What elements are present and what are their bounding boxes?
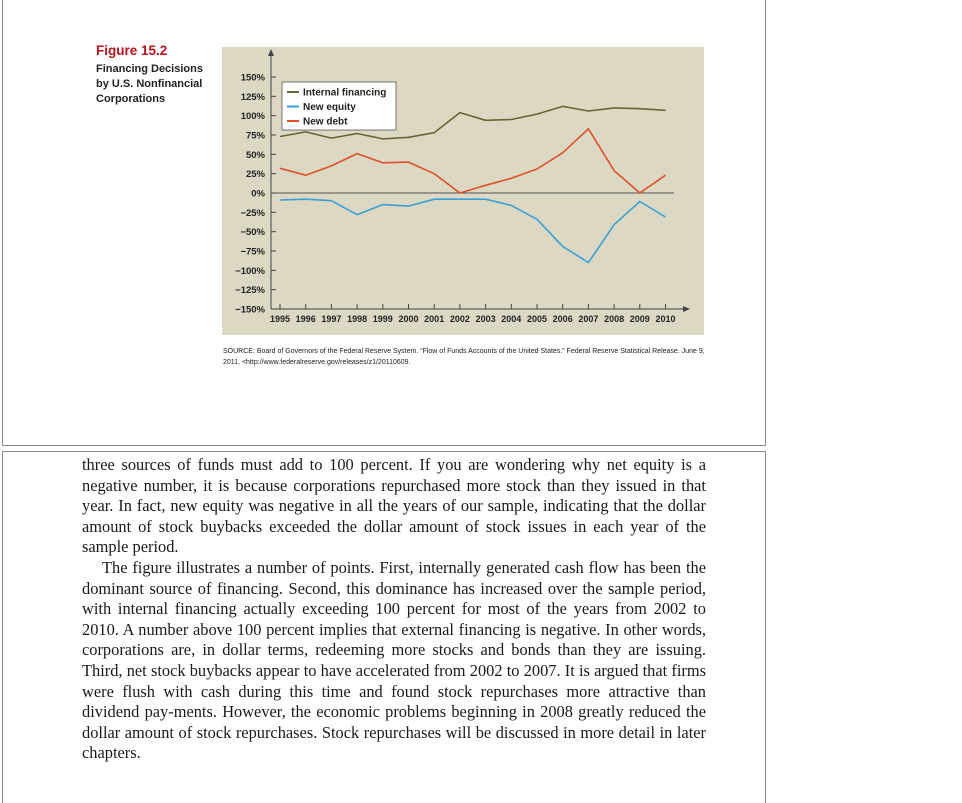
paragraph-2: The figure illustrates a number of points. First, internally generated cash flow has been the dominant source of financing. Second, this dominance has increased over the sample period, with internal financing actually exceeding 100 percent for most of the years from 2002 to 2010. A number above 100 percent implies that external financing is negative. In other words, corporations are, in dollar terms, redeeming more stocks and bonds than they are issuing. Third, net stock buybacks appear to have accelerated from 2002 to 2007. It is argued that firms were flush with cash during this time and found stock repurchases more attractive than dividend pay-ments. However, the economic problems beginning in 2008 greatly reduced the dollar amount of stock repurchases. Stock repurchases will be discussed in more detail in later chapters.: [82, 557, 706, 763]
x-tick-label: 2007: [578, 314, 599, 324]
x-tick-label: 2006: [552, 314, 573, 324]
figure-source: SOURCE: Board of Governors of the Federal Reserve System. “Flow of Funds Accounts of the United States.” Federal Reserve Statistical Release. June 9, 2011, <http://www.federalreserve.gov/releases/z1/20110609.: [223, 348, 705, 366]
x-tick-label: 1995: [269, 314, 291, 324]
x-tick-label: 2005: [526, 314, 548, 324]
y-tick-label: −125%: [235, 285, 265, 297]
y-tick-label: 125%: [240, 91, 265, 103]
y-tick-label: 25%: [245, 169, 265, 181]
y-tick-label: 100%: [240, 111, 265, 123]
y-tick-label: 50%: [245, 149, 265, 161]
legend-label: New equity: [303, 102, 356, 113]
y-axis-arrow: [268, 49, 274, 56]
chart-panel: [222, 47, 704, 335]
x-tick-label: 1997: [321, 314, 342, 324]
x-tick-label: 2003: [475, 314, 496, 324]
y-tick-label: −50%: [240, 227, 265, 239]
legend-label: Internal financing: [303, 87, 387, 99]
x-tick-label: 2010: [655, 314, 676, 324]
y-tick-label: 0%: [251, 188, 265, 200]
x-tick-label: 2002: [449, 314, 470, 324]
x-axis-arrow: [683, 306, 690, 312]
x-tick-label: 1998: [347, 314, 368, 324]
body-text: [82, 455, 706, 764]
x-tick-label: 2001: [424, 314, 445, 324]
x-tick-label: 2004: [501, 314, 522, 324]
x-tick-label: 2008: [604, 314, 625, 324]
financing-chart: [222, 47, 704, 335]
x-tick-label: 1996: [295, 314, 316, 324]
y-tick-label: −150%: [235, 304, 265, 316]
y-tick-label: −100%: [235, 265, 265, 277]
y-tick-label: 150%: [240, 72, 265, 84]
x-tick-label: 1999: [372, 314, 393, 324]
figure-subtitle: Financing Decisions by U.S. Nonfinancial Corporations: [96, 63, 203, 105]
y-tick-label: −25%: [240, 207, 265, 219]
y-tick-label: 75%: [245, 130, 265, 142]
series-line-new-equity: [280, 199, 666, 262]
legend-label: New debt: [303, 116, 348, 128]
series-line-new-debt: [280, 129, 666, 193]
x-tick-label: 2009: [629, 314, 650, 324]
paragraph-1: three sources of funds must add to 100 percent. If you are wondering why net equity is a negative number, it is because corporations repurchased more stock than they issued in that year. In fact, new equity was negative in all the years of our sample, indicating that the dollar amount of stock buybacks exceeded the dollar amount of stock issues in each year of the sample period.: [82, 455, 706, 557]
x-tick-label: 2000: [398, 314, 419, 324]
figure-label: Figure 15.2: [96, 43, 168, 58]
y-tick-label: −75%: [240, 246, 265, 258]
